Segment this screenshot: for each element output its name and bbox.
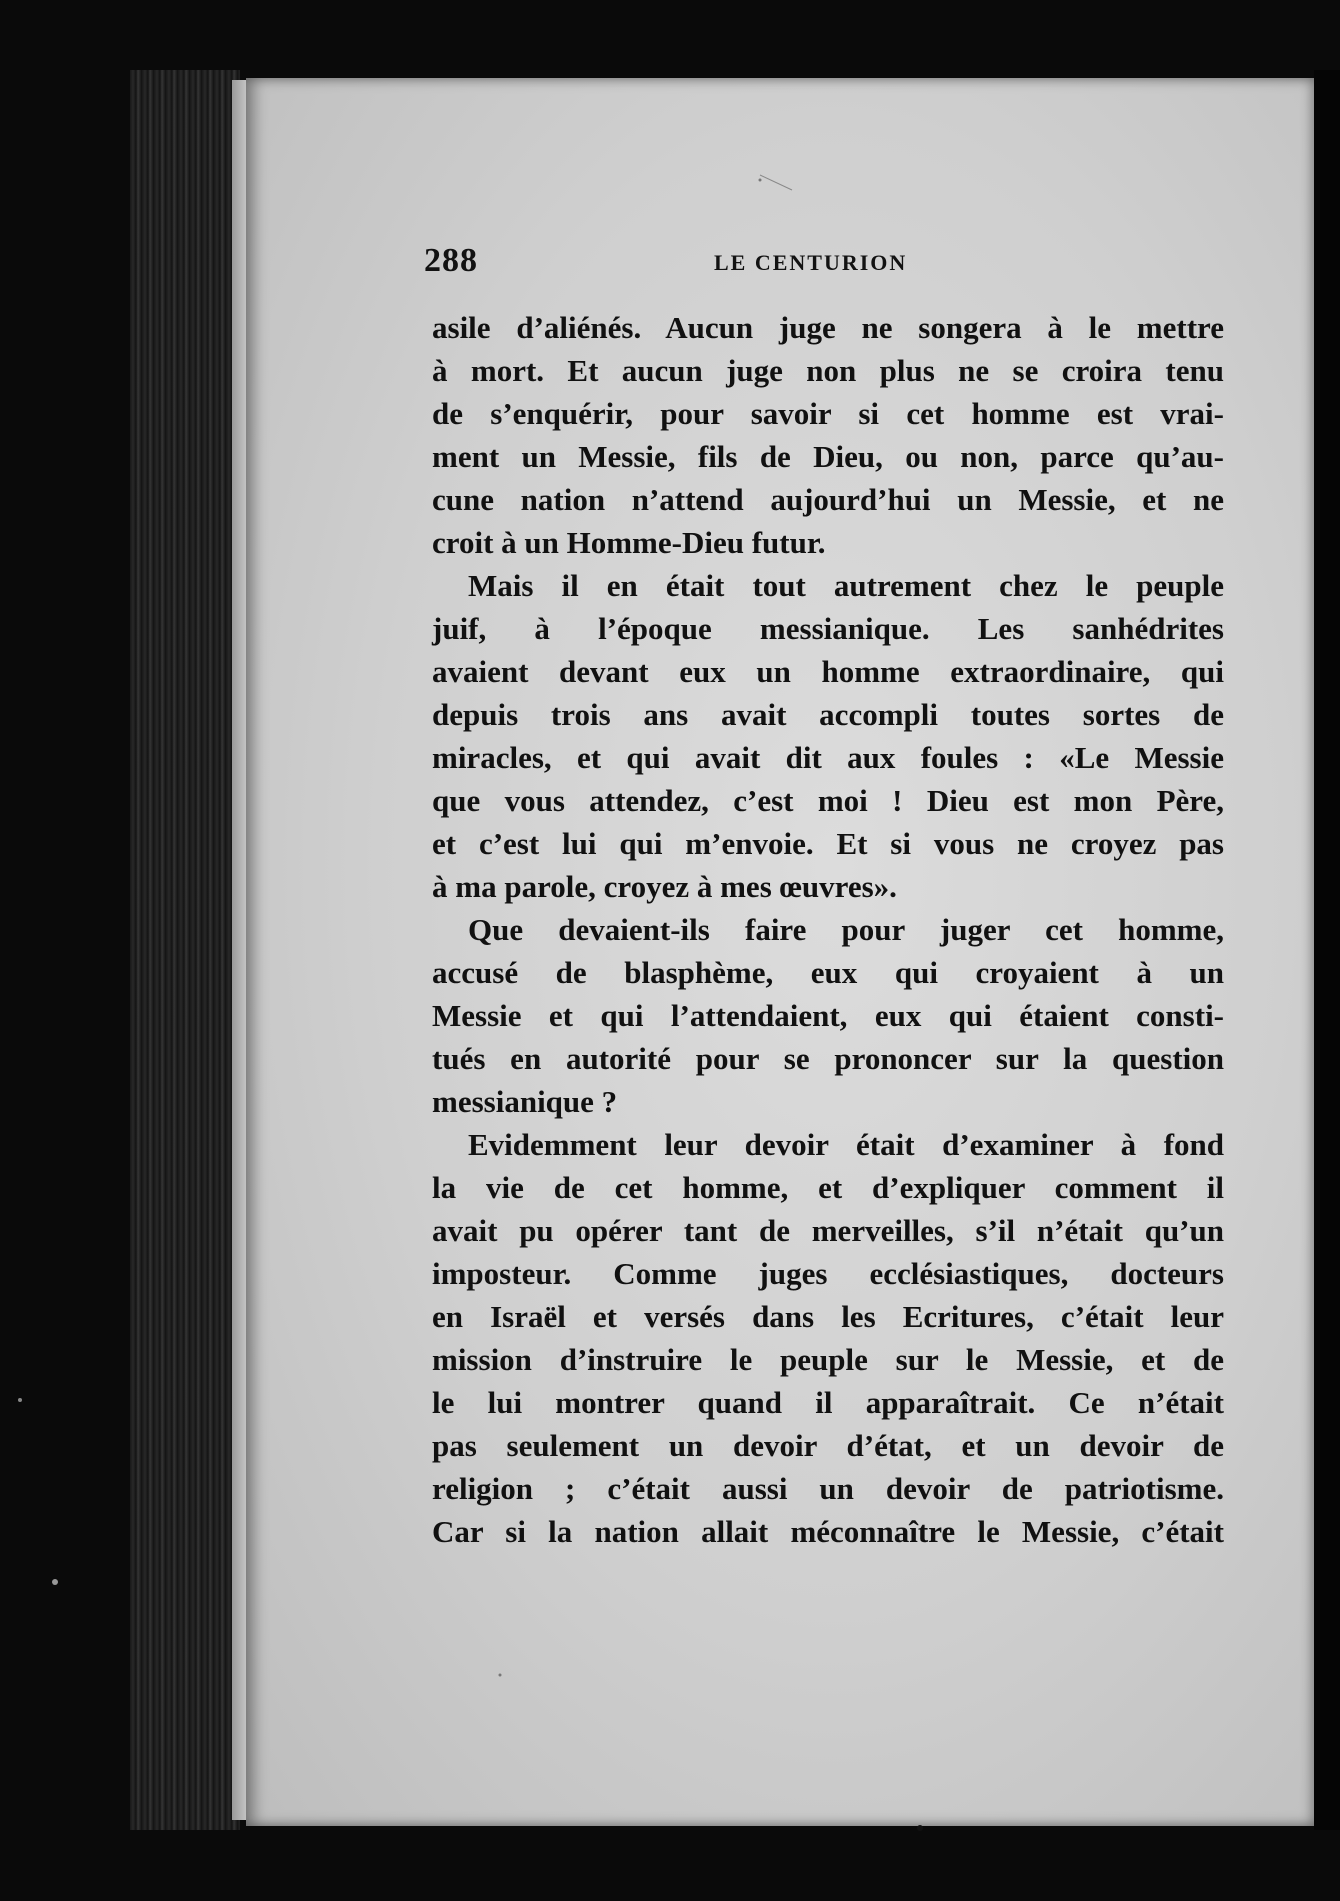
text-line: à ma parole, croyez à mes œuvres». xyxy=(432,869,897,904)
text-line: Mais il en était tout autrement chez le peuple xyxy=(468,568,1224,603)
text-line: religion ; c’était aussi un devoir de patriotisme. xyxy=(432,1471,1224,1506)
text-line: le lui montrer quand il apparaîtrait. Ce n’était xyxy=(432,1385,1224,1420)
text-line: à mort. Et aucun juge non plus ne se croira tenu xyxy=(432,353,1224,388)
running-head: LE CENTURION xyxy=(714,250,908,275)
text-line: accusé de blasphème, eux qui croyaient à un xyxy=(432,955,1224,990)
text-line: avaient devant eux un homme extraordinaire, qui xyxy=(432,654,1224,689)
book-binding xyxy=(130,70,240,1830)
text-line: pas seulement un devoir d’état, et un devoir de xyxy=(432,1428,1224,1463)
scan-border xyxy=(1314,70,1340,1830)
text-line: ment un Messie, fils de Dieu, ou non, parce qu’au- xyxy=(432,439,1224,474)
text-line: messianique ? xyxy=(432,1084,618,1119)
page-header xyxy=(424,242,1234,282)
text-line: de s’enquérir, pour savoir si cet homme est vrai- xyxy=(432,396,1224,431)
text-line: juif, à l’époque messianique. Les sanhédrites xyxy=(432,611,1224,646)
page-number: 288 xyxy=(424,242,478,279)
text-line: avait pu opérer tant de merveilles, s’il n’était qu’un xyxy=(432,1213,1224,1248)
text-line: que vous attendez, c’est moi ! Dieu est mon Père, xyxy=(432,783,1224,818)
text-line: Que devaient-ils faire pour juger cet homme, xyxy=(468,912,1224,947)
text-line: asile d’aliénés. Aucun juge ne songera à le mettre xyxy=(432,310,1224,345)
text-line: tués en autorité pour se prononcer sur la question xyxy=(432,1041,1224,1076)
text-line: imposteur. Comme juges ecclésiastiques, docteurs xyxy=(432,1256,1224,1291)
text-line: et c’est lui qui m’envoie. Et si vous ne croyez pas xyxy=(432,826,1224,861)
text-line: miracles, et qui avait dit aux foules : «Le Messie xyxy=(432,740,1224,775)
body-text xyxy=(432,306,1224,1553)
text-line: depuis trois ans avait accompli toutes sortes de xyxy=(432,697,1224,732)
text-line: la vie de cet homme, et d’expliquer comment il xyxy=(432,1170,1224,1205)
text-line: cune nation n’attend aujourd’hui un Messie, et ne xyxy=(432,482,1224,517)
text-line: mission d’instruire le peuple sur le Messie, et de xyxy=(432,1342,1224,1377)
text-line: Evidemment leur devoir était d’examiner à fond xyxy=(468,1127,1224,1162)
text-line: en Israël et versés dans les Ecritures, c’était leur xyxy=(432,1299,1224,1334)
text-line: Messie et qui l’attendaient, eux qui étaient consti- xyxy=(432,998,1224,1033)
text-line: croit à un Homme-Dieu futur. xyxy=(432,525,826,560)
text-line: Car si la nation allait méconnaître le Messie, c’était xyxy=(432,1514,1224,1549)
